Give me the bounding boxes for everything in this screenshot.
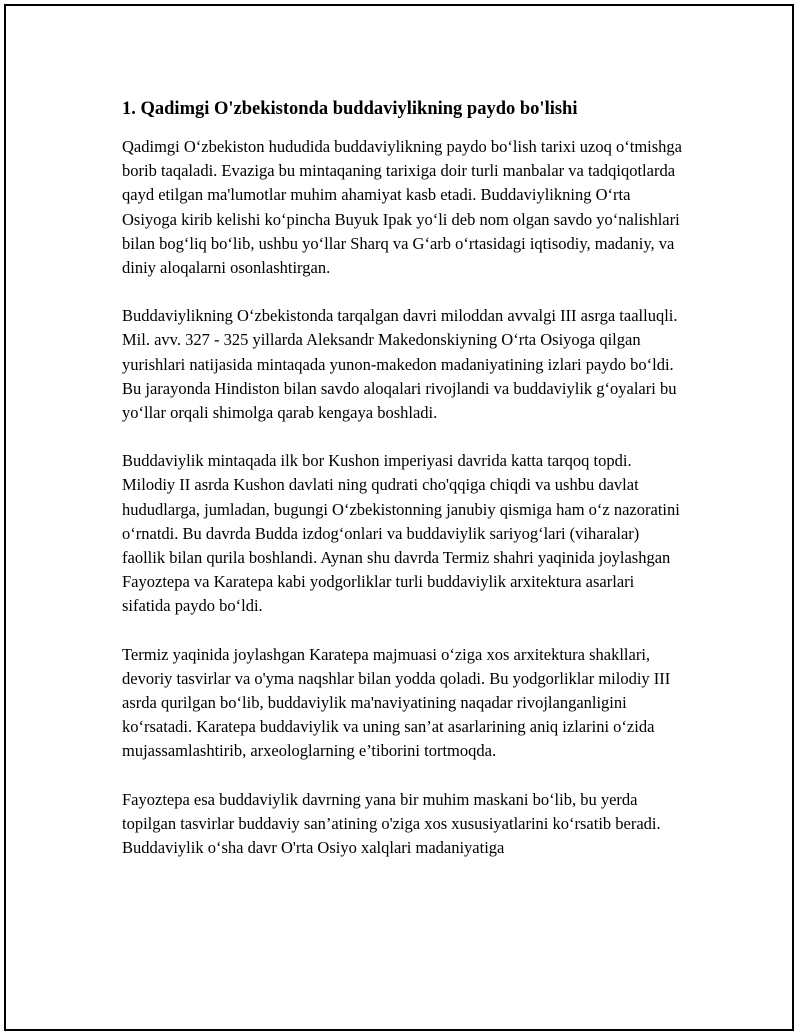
paragraph-5: Fayoztepa esa buddaviylik davrning yana bir muhim maskani bo‘lib, bu yerda topilgan tasvirlar buddaviy san’atining o'ziga xos xususiyatlarini ko‘rsatib beradi. Buddaviylik o‘sha davr O'rta Osiyo xalqlari madaniyatiga xyxy=(122,789,661,858)
document-page xyxy=(4,4,794,1031)
paragraph-3: Buddaviylik mintaqada ilk bor Kushon imperiyasi davrida katta tarqoq topdi. Milodiy II asrda Kushon davlati ning qudrati cho'qqiga chiqdi va ushbu davlat hududlarga, jumladan, bugungi O‘zbekistonning janubiy qismiga ham o‘z nazoratini o‘rnatdi. Bu davrda Budda izdog‘onlari va buddaviylik sariyog‘lari (viharalar) faollik bilan qurila boshlandi. Aynan shu davrda Termiz shahri yaqinida joylashgan Fayoztepa va Karatepa kabi yodgorliklar turli buddaviylik arxitektura asarlari sifatida paydo bo‘ldi. xyxy=(122,451,680,616)
document-body xyxy=(122,96,682,884)
section-heading: 1. Qadimgi O'zbekistonda buddaviylikning paydo bo'lishi xyxy=(122,99,578,119)
paragraph-2: Buddaviylikning O‘zbekistonda tarqalgan davri miloddan avvalgi III asrga taalluqli. Mil. avv. 327 - 325 yillarda Aleksandr Makedonskiyning O‘rta Osiyoga qilgan yurishlari natijasida mintaqada yunon-makedon madaniyatining izlari paydo bo‘ldi. Bu jarayonda Hindiston bilan savdo aloqalari rivojlandi va buddaviylik g‘oyalari bu yo‘llar orqali shimolga qarab kengaya boshladi. xyxy=(122,306,678,423)
paragraph-1: Qadimgi O‘zbekiston hududida buddaviylikning paydo bo‘lish tarixi uzoq o‘tmishga borib taqaladi. Evaziga bu mintaqaning tarixiga doir turli manbalar va tadqiqotlarda qayd etilgan ma'lumotlar muhim ahamiyat kasb etadi. Buddaviylikning O‘rta Osiyoga kirib kelishi ko‘pincha Buyuk Ipak yo‘li deb nom olgan savdo yo‘nalishlari bilan bog‘liq bo‘lib, ushbu yo‘llar Sharq va G‘arb o‘rtasidagi iqtisodiy, madaniy, va diniy aloqalarni osonlashtirgan. xyxy=(122,137,683,278)
paragraph-4: Termiz yaqinida joylashgan Karatepa majmuasi o‘ziga xos arxitektura shakllari, devoriy tasvirlar va o'yma naqshlar bilan yodda qoladi. Bu yodgorliklar milodiy III asrda qurilgan bo‘lib, buddaviylik ma'naviyatining naqadar rivojlanganligini ko‘rsatadi. Karatepa buddaviylik va uning san’at asarlarining aniq izlarini o‘zida mujassamlashtirib, arxeologlarning e’tiborini tortmoqda. xyxy=(122,644,671,761)
